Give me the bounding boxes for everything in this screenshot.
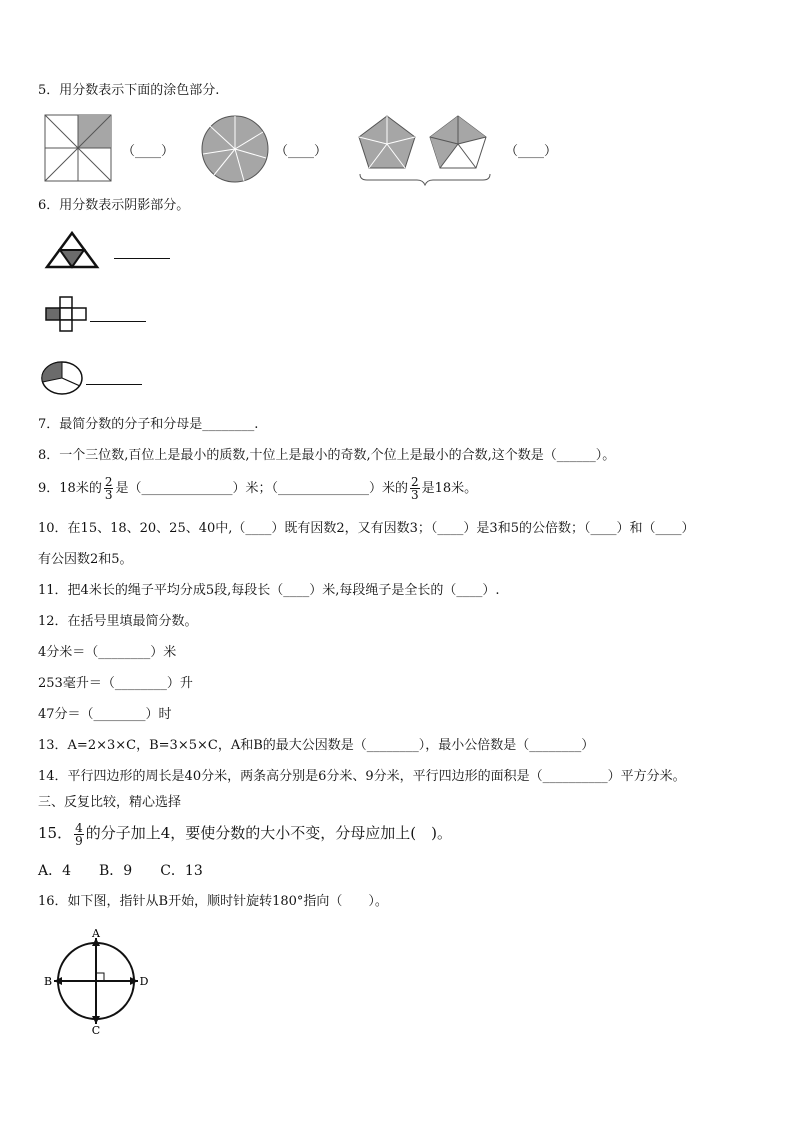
q15-fraction-num: 4 (75, 820, 83, 835)
q12-text: 12．在括号里填最简分数。 (38, 614, 198, 629)
q9-fraction-2 (410, 476, 420, 501)
q15-fraction (74, 822, 84, 847)
q9-fraction-2-num: 2 (410, 475, 419, 489)
dial-label-c: C (91, 1024, 101, 1036)
q12-row-1: 4分米＝（________）米 (38, 645, 177, 660)
q15-prefix: 15． (38, 824, 73, 842)
q9-fraction-2-den: 3 (410, 488, 419, 502)
q5-answer-3[interactable]: （____） (505, 144, 558, 159)
q7-text: 7．最简分数的分子和分母是________. (38, 417, 259, 432)
q9-part1: 9．18米的 (38, 481, 102, 496)
q9-fraction-1 (104, 476, 114, 501)
q9-part2: 是（______________）米；（______________）米的 (115, 481, 408, 496)
q15-options[interactable]: A．4 B．9 C．13 (38, 863, 203, 879)
q10-line1: 10．在15、18、20、25、40中,（____）既有因数2，又有因数3；（____）是3和5的公倍数；（____）和（____） (38, 521, 695, 536)
q5-answer-2[interactable]: （____） (275, 144, 328, 159)
dial-label-b: B (43, 975, 53, 988)
q9-part3: 是18米。 (421, 481, 478, 496)
q12-row-2: 253毫升＝（________）升 (38, 676, 193, 691)
q10-line2: 有公因数2和5。 (38, 552, 133, 567)
q14-text: 14．平行四边形的周长是40分米，两条高分别是6分米、9分米，平行四边形的面积是（__________）平方分米。 (38, 769, 686, 784)
circle-fraction-figure (200, 114, 270, 184)
q5-answer-1[interactable]: （____） (122, 144, 175, 159)
pie-shaded-figure (40, 360, 84, 396)
q9-fraction-1-den: 3 (104, 488, 113, 502)
q5-text: 5．用分数表示下面的涂色部分. (38, 83, 220, 98)
cross-shaded-figure (44, 295, 88, 333)
q11-text: 11．把4米长的绳子平均分成5段,每段长（____）米,每段绳子是全长的（____）. (38, 583, 500, 598)
dial-label-d: D (139, 975, 149, 988)
q9-fraction-1-num: 2 (104, 475, 113, 489)
q13-text: 13．A=2×3×C，B=3×5×C，A和B的最大公因数是（________），最小公倍数是（________） (38, 738, 595, 753)
pentagons-fraction-figure (355, 112, 491, 186)
q15-text: 的分子加上4，要使分数的大小不变，分母应加上( )。 (85, 824, 452, 842)
triangle-shaded-figure (44, 230, 100, 270)
dial-label-a: A (92, 927, 100, 940)
q12-row-3: 47分＝（________）时 (38, 707, 172, 722)
q15-line (38, 818, 452, 848)
q6-answer-1[interactable] (114, 258, 170, 259)
q9-line (38, 476, 477, 502)
q6-text: 6．用分数表示阴影部分。 (38, 198, 190, 213)
compass-dial-figure (40, 926, 152, 1036)
q15-fraction-den: 9 (75, 833, 83, 848)
q8-text: 8．一个三位数,百位上是最小的质数,十位上是最小的奇数,个位上是最小的合数,这个数是（______）。 (38, 448, 616, 463)
q6-answer-2[interactable] (90, 321, 146, 322)
q16-text: 16．如下图，指针从B开始，顺时针旋转180°指向（ ）。 (38, 894, 388, 909)
square-fraction-figure (44, 114, 112, 182)
section-3-heading: 三、反复比较，精心选择 (38, 795, 182, 810)
q6-answer-3[interactable] (86, 384, 142, 385)
